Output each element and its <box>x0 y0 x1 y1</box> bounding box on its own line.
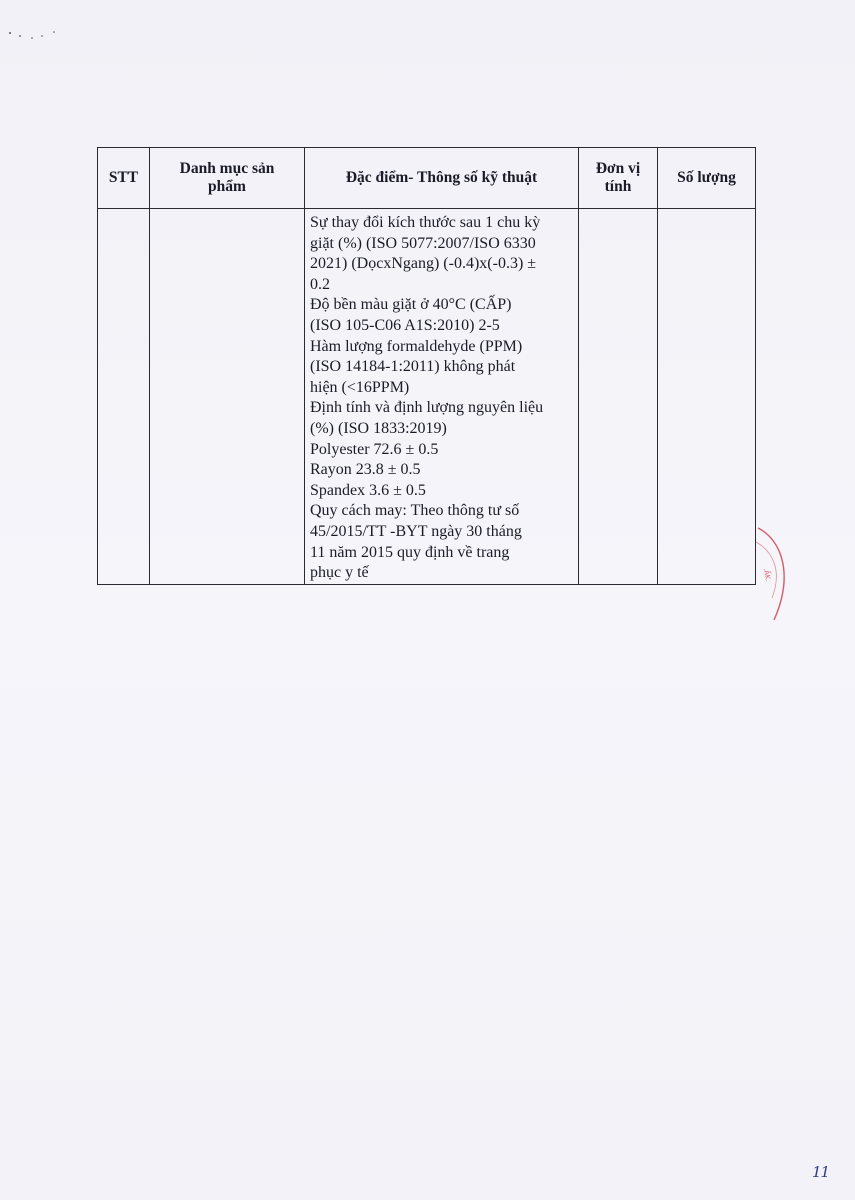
spec-line: Polyester 72.6 ± 0.5 <box>310 440 439 458</box>
cell-unit <box>579 209 658 585</box>
spec-text-block <box>305 209 578 584</box>
spec-line: Quy cách may: Theo thông tư số <box>310 502 520 520</box>
spec-line: phục y tế <box>310 564 369 582</box>
header-quantity: Số lượng <box>658 148 756 209</box>
header-unit: Đơn vị tính <box>579 148 658 209</box>
spec-line: (%) (ISO 1833:2019) <box>310 419 447 437</box>
cell-specs <box>305 209 579 585</box>
header-stt: STT <box>98 148 150 209</box>
header-specs: Đặc điểm- Thông số kỹ thuật <box>305 148 579 209</box>
spec-line: Định tính và định lượng nguyên liệu <box>310 399 544 417</box>
spec-line: (ISO 14184-1:2011) không phát <box>310 358 516 376</box>
spec-line: Độ bền màu giặt ở 40°C (CẤP) <box>310 296 512 314</box>
stamp-edge-fragment <box>752 520 792 625</box>
page-number: 11 <box>812 1163 830 1181</box>
cell-quantity <box>658 209 756 585</box>
spec-line: 0.2 <box>310 275 330 293</box>
spec-line: giặt (%) (ISO 5077:2007/ISO 6330 <box>310 234 536 252</box>
cell-stt <box>98 209 150 585</box>
scan-corner-marks <box>6 30 66 42</box>
spec-table <box>97 147 756 585</box>
cell-product-category <box>150 209 305 585</box>
svg-text:.ẤK.: .ẤK. <box>761 567 772 583</box>
spec-line: Spandex 3.6 ± 0.5 <box>310 481 426 499</box>
table-row <box>98 209 756 585</box>
spec-line: Hàm lượng formaldehyde (PPM) <box>310 337 523 355</box>
spec-line: hiện (<16PPM) <box>310 378 410 396</box>
table-header-row <box>98 148 756 209</box>
spec-line: Rayon 23.8 ± 0.5 <box>310 461 421 479</box>
spec-line: 11 năm 2015 quy định về trang <box>310 543 510 561</box>
spec-line: 2021) (DọcxNgang) (-0.4)x(-0.3) ± <box>310 255 537 273</box>
spec-line: 45/2015/TT -BYT ngày 30 tháng <box>310 522 522 540</box>
header-product-category: Danh mục sản phẩm <box>150 148 305 209</box>
spec-line: (ISO 105-C06 A1S:2010) 2-5 <box>310 316 500 334</box>
spec-line: Sự thay đổi kích thước sau 1 chu kỳ <box>310 214 541 231</box>
